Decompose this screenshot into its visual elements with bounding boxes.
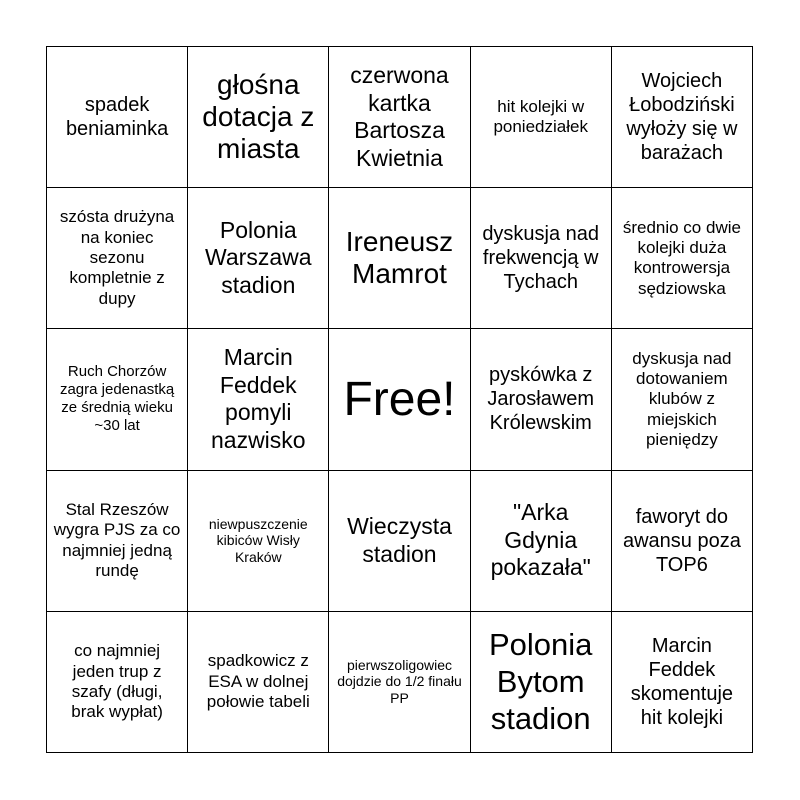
cell-text: pierwszoligowiec dojdzie do 1/2 finału PP (337, 656, 462, 707)
bingo-cell[interactable] (612, 188, 753, 329)
bingo-cell[interactable] (188, 471, 329, 612)
bingo-cell[interactable] (188, 47, 329, 188)
bingo-cell[interactable] (188, 612, 329, 753)
bingo-cell[interactable] (471, 329, 612, 470)
cell-text: co najmniej jeden trup z szafy (długi, brak wypłat) (71, 641, 163, 722)
cell-text: Marcin Feddek skomentuje hit kolejki (630, 634, 734, 729)
cell-text: Ireneusz Mamrot (345, 226, 454, 290)
cell-text: hit kolejki w poniedziałek (493, 96, 588, 137)
cell-text: Polonia Bytom stadion (488, 627, 593, 737)
cell-text: Polonia Warszawa stadion (205, 216, 312, 299)
bingo-cell-free[interactable] (329, 329, 470, 470)
cell-text: "Arka Gdynia pokazała" (490, 499, 591, 581)
bingo-cell[interactable] (612, 47, 753, 188)
cell-text: średnio co dwie kolejki duża kontrowersja sędziowska (622, 217, 741, 298)
bingo-cell[interactable] (47, 612, 188, 753)
cell-text: głośna dotacja z miasta (202, 68, 315, 165)
cell-text: spadkowicz z ESA w dolnej połowie tabeli (206, 651, 310, 712)
free-text: Free! (343, 372, 456, 426)
bingo-cell[interactable] (471, 471, 612, 612)
cell-text: Wieczysta stadion (347, 513, 452, 567)
bingo-cell[interactable] (188, 188, 329, 329)
bingo-cell[interactable] (188, 329, 329, 470)
cell-text: spadek beniaminka (65, 94, 169, 141)
bingo-cell[interactable] (612, 471, 753, 612)
cell-text: Marcin Feddek pomyli nazwisko (210, 344, 306, 454)
bingo-cell[interactable] (612, 329, 753, 470)
cell-text: Stal Rzeszów wygra PJS za co najmniej jedną rundę (53, 499, 181, 581)
bingo-cell[interactable] (329, 47, 470, 188)
bingo-cell[interactable] (47, 188, 188, 329)
bingo-cell[interactable] (471, 47, 612, 188)
cell-text: faworyt do awansu poza TOP6 (622, 505, 741, 576)
bingo-cell[interactable] (329, 612, 470, 753)
cell-text: Wojciech Łobodziński wyłoży się w barażach (626, 70, 738, 165)
cell-text: dyskusja nad dotowaniem klubów z miejskich pieniędzy (632, 348, 732, 450)
cell-text: pyskówka z Jarosławem Królewskim (487, 364, 595, 435)
bingo-cell[interactable] (47, 329, 188, 470)
bingo-cell[interactable] (471, 612, 612, 753)
cell-text: czerwona kartka Bartosza Kwietnia (350, 61, 449, 171)
cell-text: niewpuszczenie kibiców Wisły Kraków (208, 515, 308, 566)
bingo-cell[interactable] (47, 47, 188, 188)
bingo-cell[interactable] (47, 471, 188, 612)
bingo-board (46, 46, 753, 753)
bingo-cell[interactable] (612, 612, 753, 753)
bingo-cell[interactable] (329, 188, 470, 329)
cell-text: szósta drużyna na koniec sezonu kompletnie z dupy (59, 207, 175, 308)
bingo-cell[interactable] (471, 188, 612, 329)
bingo-cell[interactable] (329, 471, 470, 612)
cell-text: Ruch Chorzów zagra jedenastką ze średnią wieku ~30 lat (59, 363, 175, 435)
cell-text: dyskusja nad frekwencją w Tychach (482, 223, 600, 294)
